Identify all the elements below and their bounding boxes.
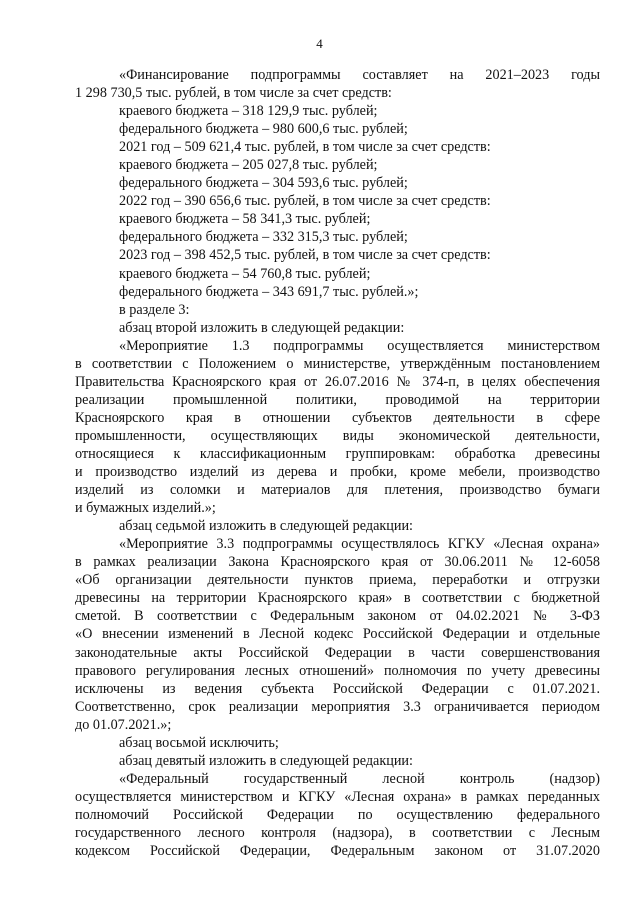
text-line: реализации промышленной политики, проводимой на территории [75, 391, 600, 408]
text-line: 1 298 730,5 тыс. рублей, в том числе за счет средств: [75, 85, 392, 102]
text-line: «Финансирование подпрограммы составляет на 2021–2023 годы [119, 67, 600, 83]
text-line: федерального бюджета – 304 593,6 тыс. рублей; [119, 175, 408, 192]
text-line: 2022 год – 390 656,6 тыс. рублей, в том числе за счет средств: [119, 193, 491, 210]
text-line: краевого бюджета – 205 027,8 тыс. рублей; [119, 157, 378, 174]
text-line: в рамках реализации Закона Красноярского края от 30.06.2011 № 12-6058 [75, 554, 600, 571]
text-line: в разделе 3: [119, 301, 190, 318]
text-line: осуществляется министерством и КГКУ «Лесная охрана» в рамках переданных [75, 788, 600, 805]
document-body [75, 66, 600, 860]
text-line: краевого бюджета – 54 760,8 тыс. рублей; [119, 265, 371, 282]
text-line: до 01.07.2021.»; [75, 716, 172, 733]
text-line: исключены из ведения субъекта Российской Федерации с 01.07.2021. [75, 680, 600, 697]
text-line: и производство изделий из дерева и пробки, кроме мебели, производство [75, 464, 600, 481]
text-line: «Мероприятие 3.3 подпрограммы осуществлялось КГКУ «Лесная охрана» [119, 536, 600, 553]
text-line: Красноярского края в отношении субъектов деятельности в сфере [75, 409, 600, 426]
text-line: и бумажных изделий.»; [75, 500, 216, 517]
text-line: 2023 год – 398 452,5 тыс. рублей, в том числе за счет средств: [119, 247, 491, 264]
text-line: федерального бюджета – 980 600,6 тыс. рублей; [119, 121, 408, 138]
text-line: Правительства Красноярского края от 26.07.2016 № 374-п, в целях обеспечения [75, 373, 600, 390]
text-line: государственного лесного контроля (надзора), в соответствии с Лесным [75, 824, 600, 841]
text-line: сметой. В соответствии с Федеральным законом от 04.02.2021 № 3-ФЗ [75, 608, 600, 625]
text-line: Соответственно, срок реализации мероприятия 3.3 ограничивается периодом [75, 698, 600, 715]
text-line: абзац девятый изложить в следующей редакции: [119, 752, 413, 769]
text-line: федерального бюджета – 343 691,7 тыс. рублей.»; [119, 283, 419, 300]
text-line: «О внесении изменений в Лесной кодекс Российской Федерации и отдельные [75, 626, 600, 643]
text-line: относящиеся к классификационным группировкам: обработка древесины [75, 445, 600, 462]
text-line: законодательные акты Российской Федерации в части совершенствования [75, 644, 600, 661]
text-line: кодексом Российской Федерации, Федеральным законом от 31.07.2020 [75, 843, 600, 860]
text-line: федерального бюджета – 332 315,3 тыс. рублей; [119, 229, 408, 246]
text-line: абзац второй изложить в следующей редакции: [119, 319, 405, 336]
text-line: краевого бюджета – 318 129,9 тыс. рублей; [119, 103, 378, 120]
text-line: 2021 год – 509 621,4 тыс. рублей, в том числе за счет средств: [119, 139, 491, 156]
text-line: краевого бюджета – 58 341,3 тыс. рублей; [119, 211, 371, 228]
text-line: древесины на территории Красноярского края» в соответствии с бюджетной [75, 590, 600, 607]
text-line: абзац седьмой изложить в следующей редакции: [119, 518, 414, 535]
text-line: изделий из соломки и материалов для плетения, производство бумаги [75, 482, 600, 499]
text-line: «Мероприятие 1.3 подпрограммы осуществляется министерством [119, 337, 600, 354]
text-line: промышленности, осуществляющих виды экономической деятельности, [75, 427, 600, 444]
text-line: «Федеральный государственный лесной контроль (надзор) [119, 770, 600, 787]
text-line: в соответствии с Положением о министерстве, утверждённым постановлением [75, 355, 600, 372]
text-line: «Об организации деятельности пунктов приема, переработки и отгрузки [75, 572, 600, 589]
text-line: полномочий Российской Федерации по осуществлению федерального [75, 806, 600, 823]
text-line: абзац восьмой исключить; [119, 734, 279, 751]
page-number: 4 [316, 36, 323, 51]
text-line: правового регулирования лесных отношений» полномочия по учету древесины [75, 662, 600, 679]
